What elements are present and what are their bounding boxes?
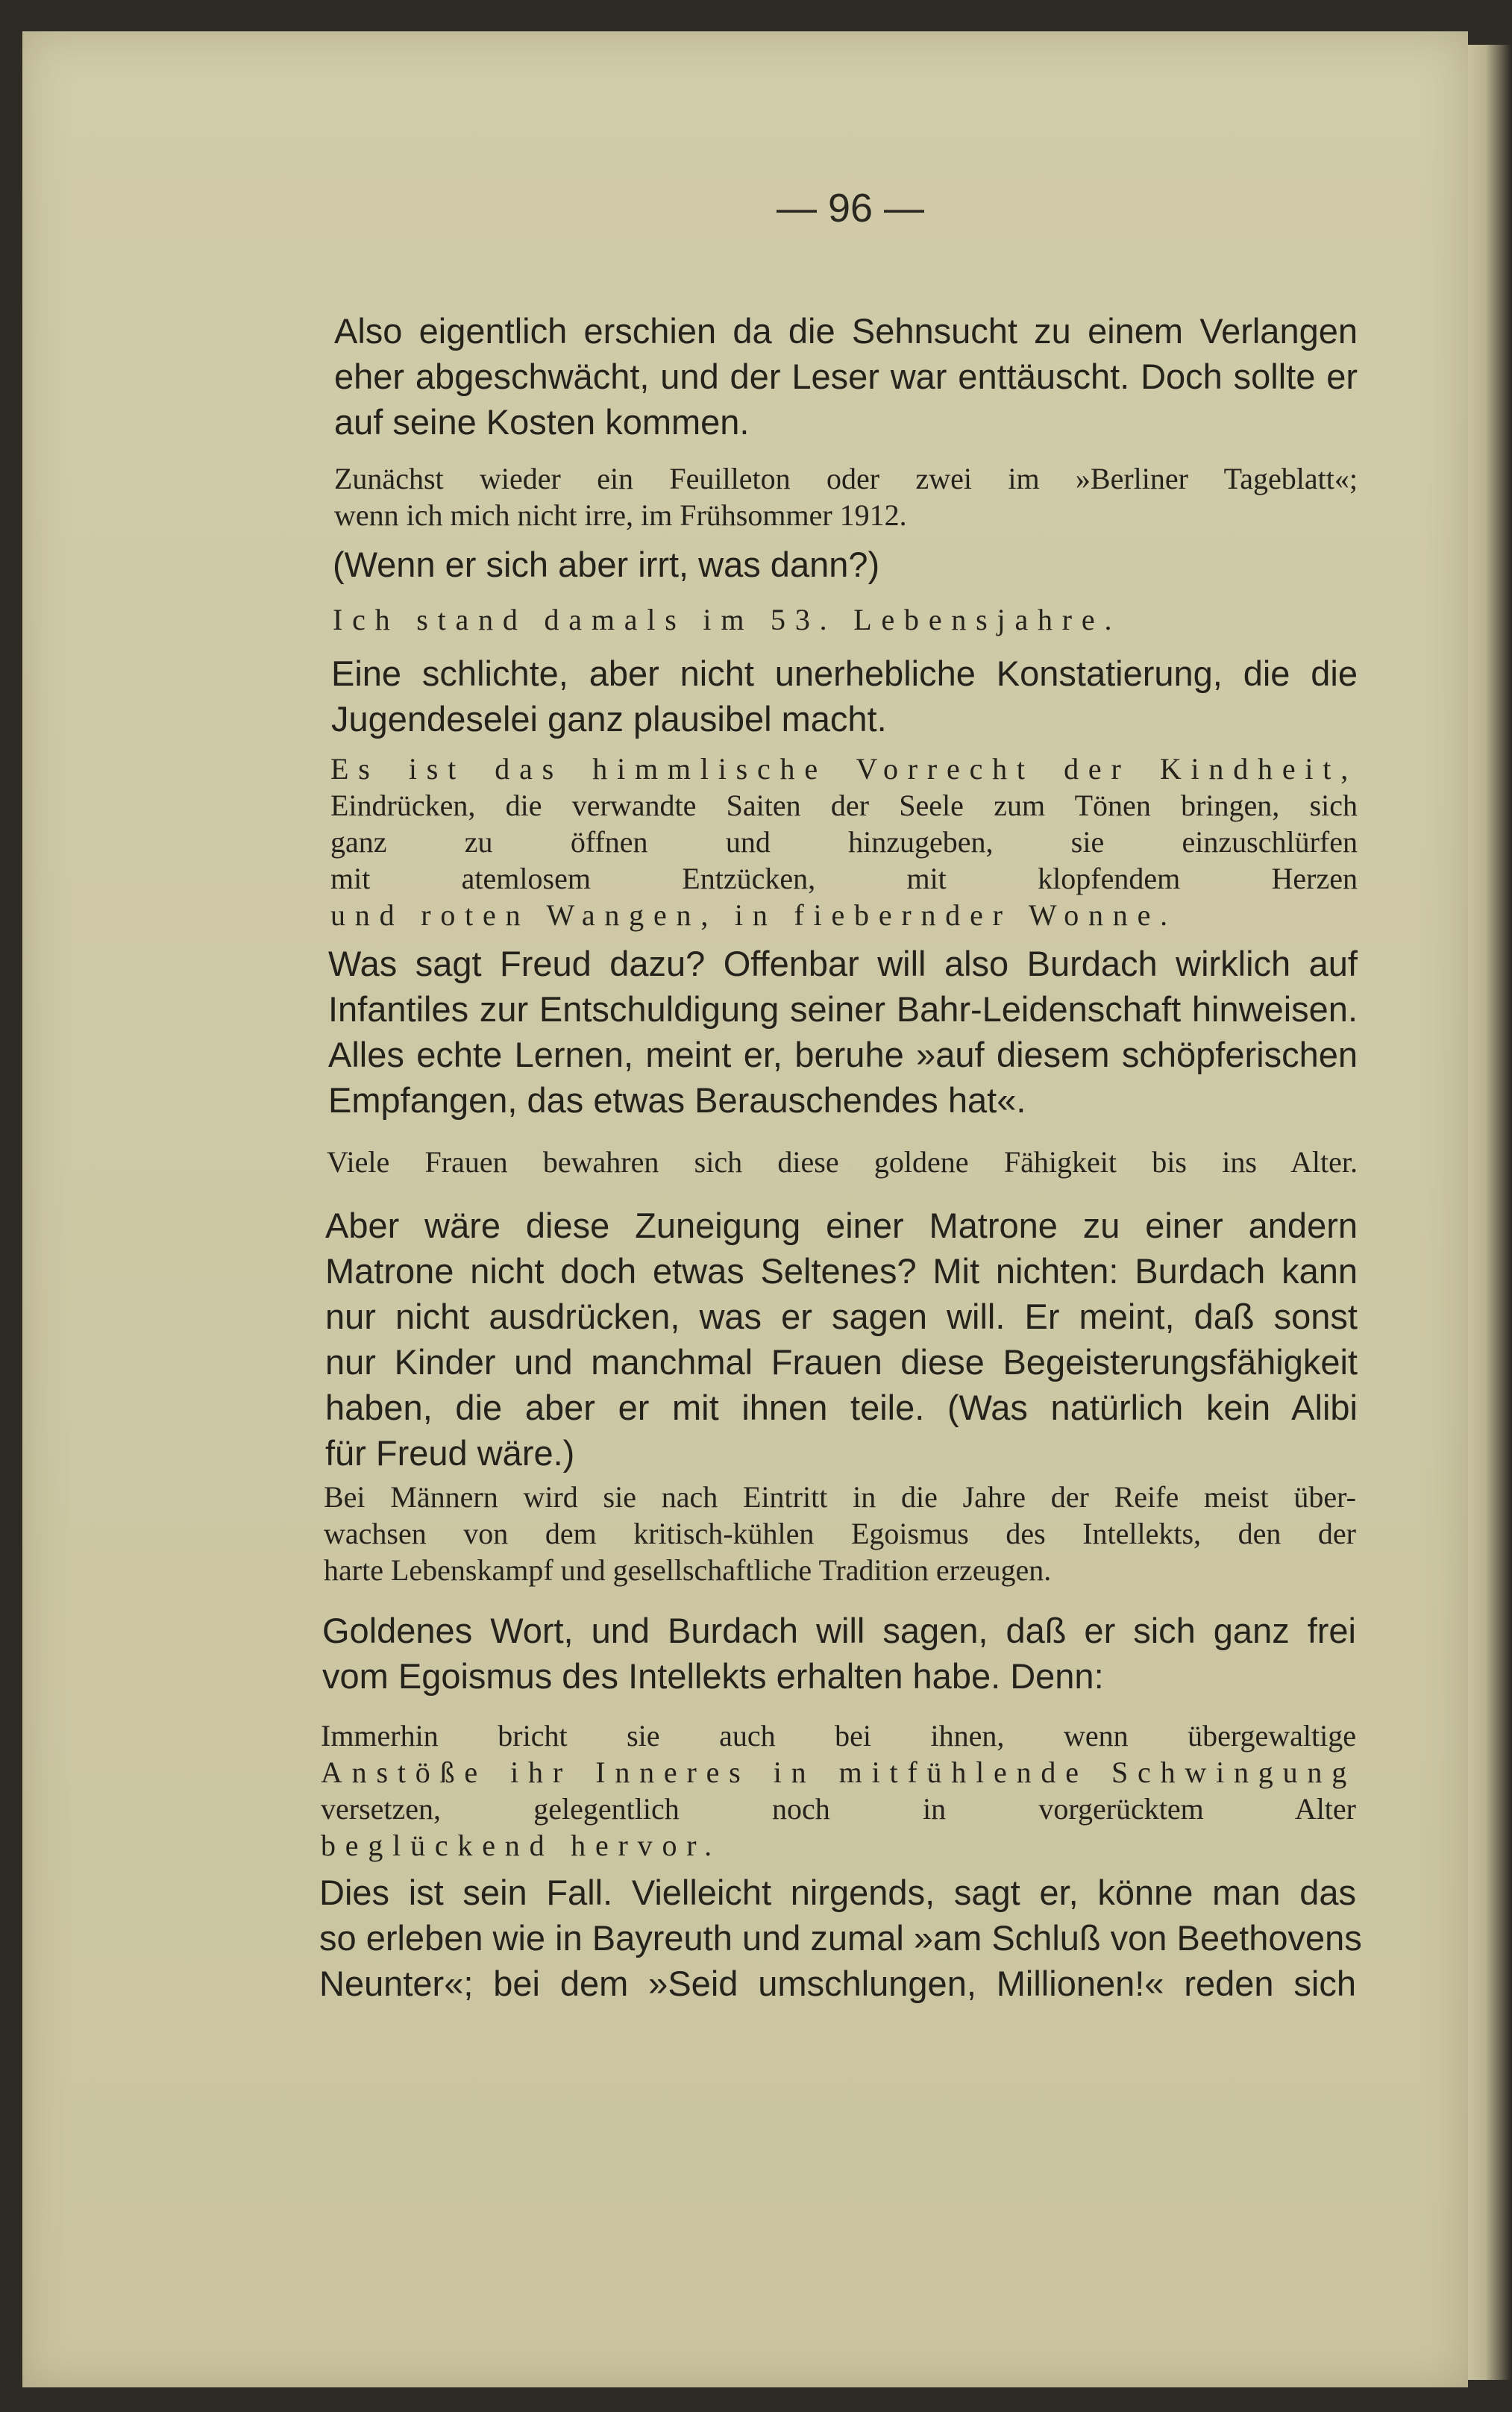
text-line: für Freud wäre.) [325,1433,575,1473]
page-number: — 96 — [776,186,925,231]
quote-small [321,1717,1356,1864]
text-line: Immerhin bricht sie auch bei ihnen, wenn übergewaltige [321,1719,1356,1752]
text-line: haben, die aber er mit ihnen teile. (Was natürlich kein Alibi [325,1388,1358,1427]
paragraph-large [331,651,1358,742]
text-line: Infantiles zur Entschuldigung seiner Bahr-Leidenschaft hinweisen. [328,989,1358,1029]
text-line: Jugendeselei ganz plausibel macht. [331,699,887,739]
text-line: Ich stand damals im 53. Lebensjahre. [333,603,1122,636]
text-line: Viele Frauen bewahren sich diese goldene Fähigkeit bis ins Alter. [327,1145,1358,1179]
quote-small [324,1479,1356,1588]
text-line: nur Kinder und manchmal Frauen diese Begeisterungsfähigkeit [325,1342,1358,1382]
text-line: beglückend hervor. [321,1829,721,1862]
text-line: (Wenn er sich aber irrt, was dann?) [333,545,880,584]
text-line: Alles echte Lernen, meint er, beruhe »auf diesem schöpferischen [328,1035,1358,1074]
text-line: so erleben wie in Bayreuth und zumal »am Schluß von Beethovens [319,1918,1362,1958]
text-line: Es ist das himmlische Vorrecht der Kindheit, [330,752,1358,786]
text-line: mit atemlosem Entzücken, mit klopfendem Herzen [330,862,1358,895]
text-line: nur nicht ausdrücken, was er sagen will. Er meint, daß sonst [325,1297,1358,1336]
text-line: Empfangen, das etwas Berauschendes hat«. [328,1080,1026,1120]
text-line: versetzen, gelegentlich noch in vorgerücktem Alter [321,1792,1356,1826]
text-line: Aber wäre diese Zuneigung einer Matrone zu einer andern [325,1206,1358,1245]
text-line: und roten Wangen, in fiebernder Wonne. [330,898,1177,932]
text-line: wachsen von dem kritisch-kühlen Egoismus des Intellekts, den der [324,1517,1356,1550]
paragraph-large [319,1870,1362,2006]
text-line: Also eigentlich erschien da die Sehnsucht zu einem Verlangen [334,311,1358,351]
text-line: Eindrücken, die verwandte Saiten der Seele zum Tönen bringen, sich [330,789,1358,822]
quote-small [333,601,1356,638]
quote-small [330,751,1358,933]
text-line: Eine schlichte, aber nicht unerhebliche Konstatierung, die die [331,654,1358,693]
paragraph-large [325,1203,1358,1476]
text-line: wenn ich mich nicht irre, im Frühsommer 1912. [334,498,907,532]
text-line: Dies ist sein Fall. Vielleicht nirgends, sagt er, könne man das [319,1873,1356,1912]
quote-small [334,460,1358,533]
text-line: Matrone nicht doch etwas Seltenes? Mit nichten: Burdach kann [325,1251,1358,1291]
paragraph-large [322,1608,1356,1699]
paragraph-large [328,941,1358,1123]
text-line: Zunächst wieder ein Feuilleton oder zwei im »Berliner Tageblatt«; [334,462,1358,495]
paragraph-large [333,542,1356,587]
text-line: Neunter«; bei dem »Seid umschlungen, Millionen!« reden sich [319,1964,1356,2003]
text-line: harte Lebenskampf und gesellschaftliche Tradition erzeugen. [324,1553,1052,1587]
text-line: Bei Männern wird sie nach Eintritt in die Jahre der Reife meist über- [324,1480,1356,1514]
text-line: Was sagt Freud dazu? Offenbar will also Burdach wirklich auf [328,944,1358,983]
text-line: vom Egoismus des Intellekts erhalten habe. Denn: [322,1656,1104,1696]
text-line: Anstöße ihr Inneres in mitfühlende Schwingung [321,1755,1356,1789]
text-line: Goldenes Wort, und Burdach will sagen, daß er sich ganz frei [322,1611,1356,1650]
book-spine-edge [1468,45,1512,2380]
quote-small [327,1144,1358,1180]
paragraph-large [334,308,1358,445]
text-line: eher abgeschwächt, und der Leser war enttäuscht. Doch sollte er [334,357,1358,396]
text-line: auf seine Kosten kommen. [334,402,750,442]
text-line: ganz zu öffnen und hinzugeben, sie einzuschlürfen [330,825,1358,859]
